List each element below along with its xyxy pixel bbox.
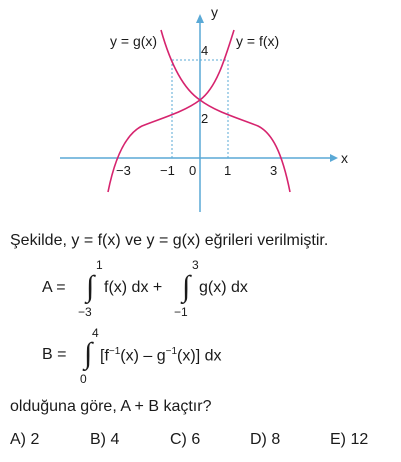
b-lhs: B = — [42, 346, 67, 363]
x-axis-label: x — [341, 150, 348, 166]
x-tick-minus3: −3 — [116, 163, 131, 178]
a-lhs: A = — [42, 279, 66, 296]
b-integrand — [100, 346, 222, 365]
b-upper: 4 — [92, 326, 99, 340]
a-int2-upper: 3 — [192, 258, 199, 272]
curve-f-label: y = f(x) — [236, 33, 280, 49]
b-lower: 0 — [80, 372, 87, 386]
a-integral-2-sign: ∫ — [182, 270, 191, 303]
b-integral-sign: ∫ — [84, 337, 93, 370]
b-mid: (x) – g — [120, 347, 166, 365]
curve-g-label: y = g(x) — [110, 33, 158, 49]
y-axis-label: y — [211, 4, 218, 20]
axes — [60, 14, 338, 212]
choice-b[interactable]: B) 4 — [90, 431, 120, 448]
x-tick-3: 3 — [270, 163, 278, 178]
b-close: (x)] dx — [177, 347, 222, 365]
y-tick-4: 4 — [201, 43, 209, 58]
b-open: [f — [100, 347, 109, 365]
x-tick-origin: 0 — [189, 163, 197, 178]
b-inv-2: −1 — [165, 346, 178, 357]
x-axis-arrow — [330, 154, 338, 162]
a-integral-1-sign: ∫ — [86, 270, 95, 303]
x-tick-1: 1 — [224, 163, 232, 178]
a-int2-body: g(x) dx — [199, 279, 248, 296]
a-int1-body: f(x) dx + — [104, 279, 163, 296]
choice-e[interactable]: E) 12 — [330, 431, 369, 448]
choice-c[interactable]: C) 6 — [170, 431, 201, 448]
y-axis-arrow — [196, 14, 204, 23]
x-tick-minus1: −1 — [160, 163, 175, 178]
question-intro: Şekilde, y = f(x) ve y = g(x) eğrileri verilmiştir. — [10, 232, 329, 249]
a-int1-lower: −3 — [78, 305, 92, 319]
choice-a[interactable]: A) 2 — [10, 431, 40, 448]
a-int2-lower: −1 — [174, 305, 188, 319]
a-int1-upper: 1 — [96, 258, 103, 272]
choice-d[interactable]: D) 8 — [250, 431, 281, 448]
question-prompt: olduğuna göre, A + B kaçtır? — [10, 398, 212, 415]
function-graph — [0, 0, 401, 222]
b-inv-1: −1 — [108, 346, 121, 357]
y-tick-2: 2 — [201, 111, 209, 126]
